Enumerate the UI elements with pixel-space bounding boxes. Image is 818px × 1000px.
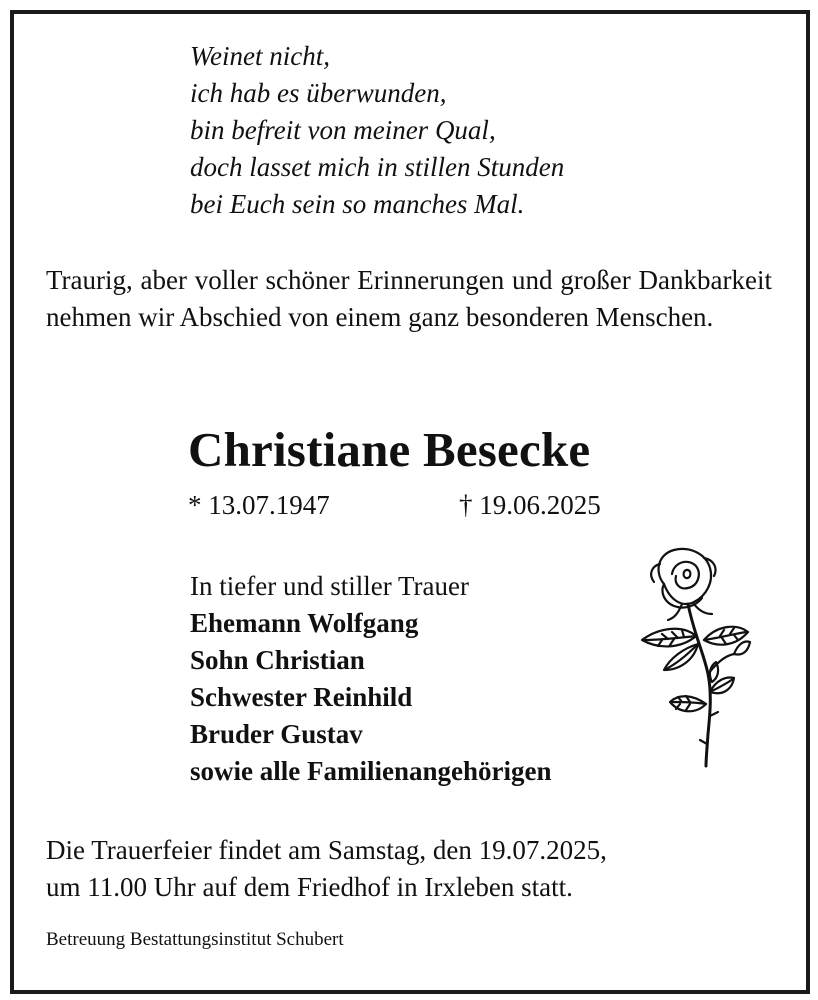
mourner-name: sowie alle Familienangehörigen	[190, 756, 552, 786]
mourners-block	[190, 568, 551, 790]
death-date: † 19.06.2025	[459, 490, 601, 520]
undertaker-credit: Betreuung Bestattungsinstitut Schubert	[46, 929, 344, 950]
mourner-name: Sohn Christian	[190, 645, 365, 675]
poem-line: bin befreit von meiner Qual,	[190, 115, 496, 145]
mourner-name: Ehemann Wolfgang	[190, 608, 419, 638]
funeral-line: um 11.00 Uhr auf dem Friedhof in Irxleben statt.	[46, 872, 573, 902]
mourner-name: Bruder Gustav	[190, 719, 363, 749]
poem-line: ich hab es überwunden,	[190, 78, 447, 108]
poem-line: bei Euch sein so manches Mal.	[190, 189, 525, 219]
poem-line: Weinet nicht,	[190, 41, 330, 71]
funeral-info	[46, 832, 607, 906]
deceased-name: Christiane Besecke	[188, 422, 591, 477]
birth-date: * 13.07.1947	[188, 490, 330, 520]
rose-icon	[634, 544, 754, 770]
poem	[190, 38, 564, 223]
poem-line: doch lasset mich in stillen Stunden	[190, 152, 565, 182]
funeral-line: Die Trauerfeier findet am Samstag, den 19.07.2025,	[46, 835, 607, 865]
intro-text: Traurig, aber voller schöner Erinnerungen und großer Dankbarkeit nehmen wir Abschied von einem ganz besonderen Menschen.	[46, 265, 772, 332]
mourner-name: Schwester Reinhild	[190, 682, 413, 712]
mourners-heading: In tiefer und stiller Trauer	[190, 571, 469, 601]
